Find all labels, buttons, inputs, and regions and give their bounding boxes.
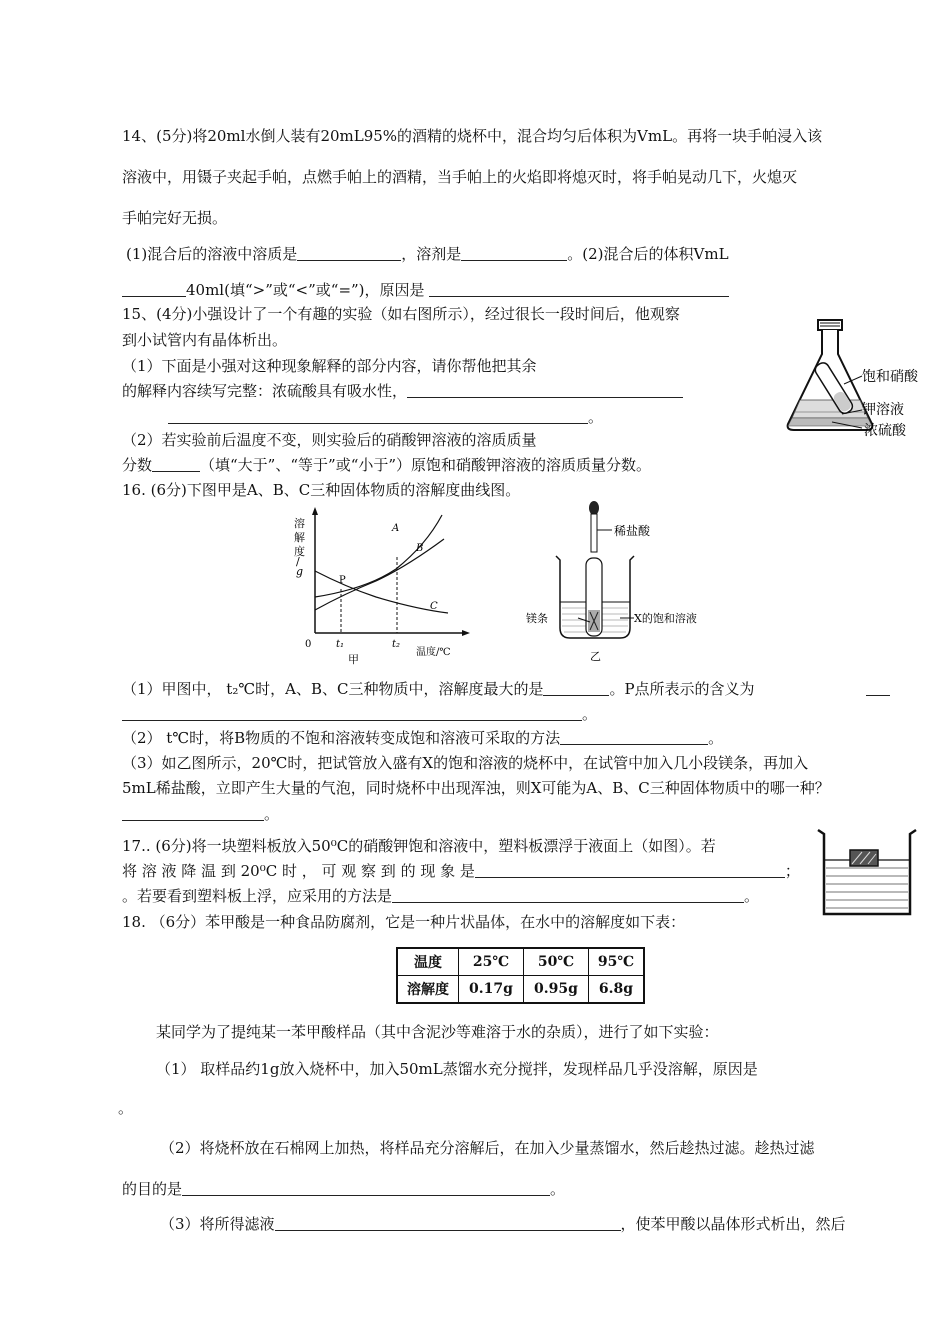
curve-a bbox=[315, 515, 442, 597]
q16-line2: （1）甲图中， t₂℃时，A、B、C三种物质中，溶解度最大的是 。P点所表示的含义为 bbox=[122, 680, 755, 698]
q18-line1: 18. （6分）苯甲酸是一种食品防腐剂，它是一种片状晶体，在水中的溶解度如下表： bbox=[122, 913, 686, 931]
y-label-1: 溶 bbox=[294, 517, 305, 530]
q16-line1: 16. (6分)下图甲是A、B、C三种固体物质的溶解度曲线图。 bbox=[122, 481, 521, 499]
table-cell: 95℃ bbox=[589, 948, 645, 976]
answer-blank[interactable] bbox=[392, 887, 744, 903]
q16-line5: （3）如乙图所示，20℃时，把试管放入盛有X的饱和溶液的烧杯中，在试管中加入几小段镁条，再加入 bbox=[122, 754, 809, 772]
beaker-figure bbox=[520, 498, 730, 668]
chart-caption: 甲 bbox=[348, 653, 359, 665]
q17-line2: 将 溶 液 降 温 到 20⁰C 时 ， 可 观 察 到 的 现 象 是 ； bbox=[122, 862, 800, 880]
beaker-wall bbox=[818, 830, 916, 914]
table-row bbox=[397, 948, 644, 976]
table-cell: 50℃ bbox=[524, 948, 589, 976]
curve-b bbox=[315, 539, 444, 610]
q18-line4: 。 bbox=[118, 1099, 134, 1117]
plastic-board bbox=[850, 850, 878, 866]
mg-label: 镁条 bbox=[526, 612, 548, 625]
curve-a-label: A bbox=[392, 523, 400, 534]
q14-line3: 手帕完好无损。 bbox=[122, 209, 228, 227]
flask-stopper bbox=[818, 320, 842, 330]
y-label-2: 解 bbox=[294, 531, 305, 544]
answer-blank[interactable] bbox=[866, 680, 890, 696]
q15-line5: 。 bbox=[168, 407, 603, 427]
q16-line3: 。 bbox=[122, 704, 597, 724]
curve-b-label: B bbox=[416, 543, 424, 554]
q14-line2: 溶液中，用镊子夹起手帕，点燃手帕上的酒精，当手帕上的火焰即将熄灭时，将手帕晃动几下，火熄灭 bbox=[122, 168, 798, 186]
q15-line3: （1）下面是小强对这种现象解释的部分内容，请你帮他把其余 bbox=[122, 357, 537, 375]
beaker-caption: 乙 bbox=[590, 650, 601, 663]
x-axis-label: 温度/℃ bbox=[416, 647, 451, 658]
q16-line6: 5mL稀盐酸，立即产生大量的气泡，同时烧杯中出现浑浊，则X可能为A、B、C三种固体物质中的哪一种？ bbox=[122, 779, 830, 797]
answer-blank[interactable] bbox=[182, 1180, 550, 1196]
table-cell: 温度 bbox=[397, 948, 459, 976]
t1-label: t₁ bbox=[336, 639, 345, 650]
point-p-label: P bbox=[339, 575, 346, 586]
answer-blank[interactable] bbox=[275, 1215, 621, 1231]
answer-blank[interactable] bbox=[152, 456, 200, 472]
q14-line5: 40ml(填“>”或“<”或“=”)，原因是 bbox=[122, 280, 729, 300]
answer-blank[interactable] bbox=[407, 382, 683, 398]
table-cell: 25℃ bbox=[459, 948, 524, 976]
q18-line7: （3）将所得滤液 ，使苯甲酸以晶体形式析出，然后 bbox=[160, 1215, 846, 1233]
answer-blank[interactable] bbox=[122, 281, 186, 297]
flask-figure bbox=[780, 318, 940, 446]
q15-line6: （2）若实验前后温度不变，则实验后的硝酸钾溶液的溶质质量 bbox=[122, 431, 537, 449]
flask-label-acid: 浓硫酸 bbox=[864, 423, 906, 439]
table-cell: 溶解度 bbox=[397, 976, 459, 1004]
answer-blank[interactable] bbox=[543, 680, 609, 696]
q18-line2: 某同学为了提纯某一苯甲酸样品（其中含泥沙等难溶于水的杂质），进行了如下实验： bbox=[156, 1023, 719, 1041]
floating-board-beaker bbox=[816, 824, 918, 920]
q16-line4: （2） t℃时，将B物质的不饱和溶液转变成饱和溶液可采取的方法 。 bbox=[122, 729, 724, 747]
answer-blank[interactable] bbox=[168, 408, 588, 424]
x-solution-label: X的饱和溶液 bbox=[634, 612, 697, 625]
y-label-3: 度 bbox=[294, 545, 305, 558]
table-cell: 0.95g bbox=[524, 976, 589, 1004]
q14-line4: (1)混合后的溶液中溶质是 ，溶剂是 。(2)混合后的体积VmL bbox=[126, 245, 729, 263]
table-cell: 6.8g bbox=[589, 976, 645, 1004]
flask-label-solution: 钾溶液 bbox=[862, 402, 904, 418]
answer-blank[interactable] bbox=[122, 705, 582, 721]
answer-blank[interactable] bbox=[297, 245, 401, 261]
flask-label-nitrate: 饱和硝酸 bbox=[862, 369, 918, 385]
y-label-4: / bbox=[296, 555, 300, 568]
acid-label: 稀盐酸 bbox=[614, 524, 651, 538]
answer-blank[interactable] bbox=[475, 862, 785, 878]
q14-line1: 14、(5分)将20ml水倒人装有20mL95%的酒精的烧杯中，混合均匀后体积为VmL。再将一块手帕浸入该 bbox=[122, 127, 823, 145]
q17-line3: 。若要看到塑料板上浮，应采用的方法是 。 bbox=[122, 887, 760, 905]
q18-line5: （2）将烧杯放在石棉网上加热，将样品充分溶解后，在加入少量蒸馏水，然后趁热过滤。趁热过滤 bbox=[160, 1139, 815, 1157]
dropper-bulb bbox=[589, 501, 599, 515]
q15-line4: 的解释内容续写完整：浓硫酸具有吸水性， bbox=[122, 381, 683, 401]
dropper-tube bbox=[591, 514, 597, 552]
solubility-table bbox=[396, 947, 645, 1004]
q18-line6: 的目的是 。 bbox=[122, 1180, 566, 1198]
table-row bbox=[397, 976, 644, 1004]
q15-line2: 到小试管内有晶体析出。 bbox=[122, 331, 288, 349]
origin-label: 0 bbox=[305, 639, 312, 650]
y-label-5: g bbox=[296, 565, 304, 578]
solubility-chart bbox=[286, 505, 476, 665]
q15-line7: 分数 （填“大于”、“等于”或“小于”）原饱和硝酸钾溶液的溶质质量分数。 bbox=[122, 456, 652, 474]
t2-label: t₂ bbox=[392, 639, 401, 650]
table-cell: 0.17g bbox=[459, 976, 524, 1004]
q17-line1: 17.. (6分)将一块塑料板放入50⁰C的硝酸钾饱和溶液中，塑料板漂浮于液面上（如图）。若 bbox=[122, 837, 716, 855]
answer-blank[interactable] bbox=[560, 729, 708, 745]
answer-blank[interactable] bbox=[429, 281, 729, 297]
curve-c-label: C bbox=[430, 601, 438, 612]
q16-line7: 。 bbox=[122, 804, 279, 824]
q15-line1: 15、(4分)小强设计了一个有趣的实验（如右图所示），经过很长一段时间后，他观察 bbox=[122, 305, 680, 323]
answer-blank[interactable] bbox=[461, 245, 567, 261]
answer-blank[interactable] bbox=[122, 805, 264, 821]
q18-line3: （1） 取样品约1g放入烧杯中，加入50mL蒸馏水充分搅拌，发现样品几乎没溶解，原因是 bbox=[156, 1060, 758, 1078]
